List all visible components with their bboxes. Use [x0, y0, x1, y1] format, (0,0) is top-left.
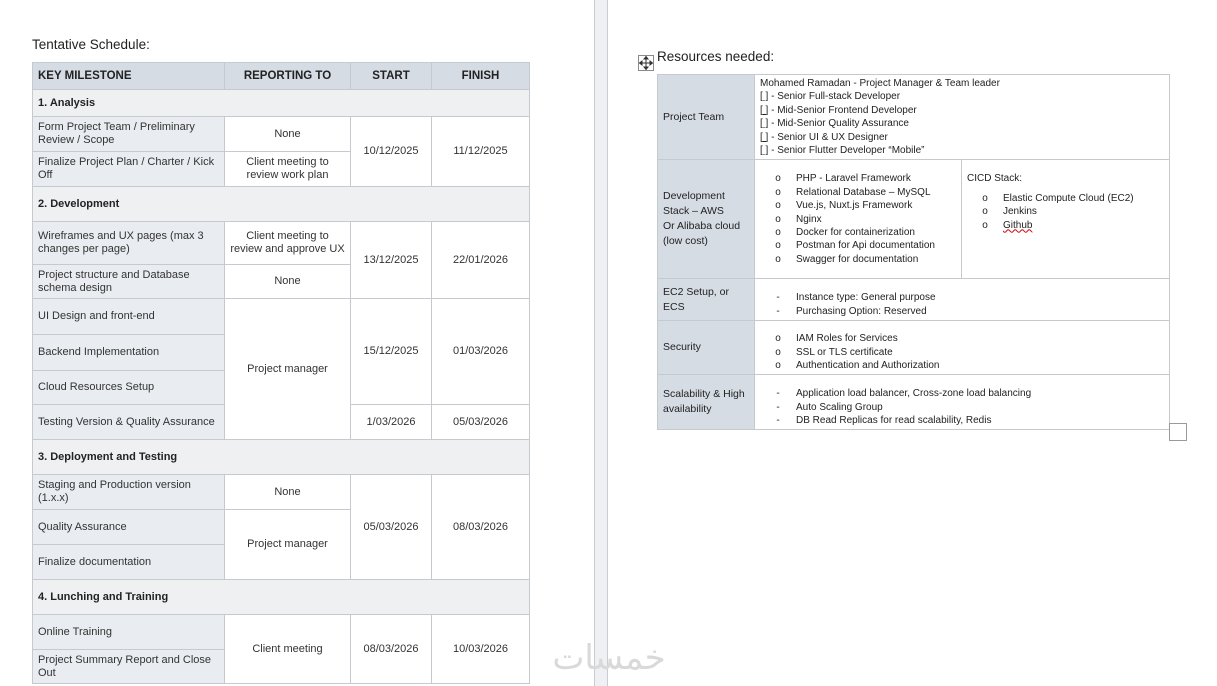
security-cell[interactable]	[755, 321, 1170, 375]
milestone-cell[interactable]: Quality Assurance	[33, 510, 225, 545]
list-item: o Authentication and Authorization	[775, 359, 940, 371]
resources-heading: Resources needed:	[657, 49, 775, 64]
reporting-cell[interactable]: None	[225, 475, 351, 510]
list-item: - Purchasing Option: Reserved	[776, 305, 927, 317]
milestone-cell[interactable]: Cloud Resources Setup	[33, 371, 225, 405]
row-label-scalability: Scalability & High availability	[658, 375, 755, 430]
list-item: o Nginx	[775, 213, 822, 225]
phase-row	[33, 187, 530, 222]
phase-deployment: 3. Deployment and Testing	[33, 440, 530, 475]
milestone-cell[interactable]: Backend Implementation	[33, 335, 225, 371]
header-finish: FINISH	[432, 63, 530, 90]
list-item: o SSL or TLS certificate	[775, 346, 893, 358]
table-row	[33, 615, 530, 650]
team-member: [ ] - Mid-Senior Frontend Developer	[760, 104, 917, 116]
schedule-header-row	[33, 63, 530, 90]
list-item: o Github	[982, 219, 1033, 231]
move-arrows-icon	[639, 56, 653, 70]
list-item: o IAM Roles for Services	[775, 333, 898, 345]
row-label-project-team: Project Team	[658, 75, 755, 160]
start-date-cell[interactable]: 05/03/2026	[351, 475, 432, 580]
list-item: o Jenkins	[982, 206, 1037, 218]
milestone-cell[interactable]: UI Design and front-end	[33, 299, 225, 335]
table-row	[33, 475, 530, 510]
milestone-cell[interactable]: Staging and Production version (1.x.x)	[33, 475, 225, 510]
table-row	[658, 75, 1170, 160]
reporting-cell[interactable]: Client meeting	[225, 615, 351, 684]
list-item: - Auto Scaling Group	[776, 401, 883, 413]
list-item: - Application load balancer, Cross-zone load balancing	[776, 388, 1032, 400]
header-start: START	[351, 63, 432, 90]
team-member: [ ] - Senior UI & UX Designer	[760, 131, 888, 143]
table-row	[658, 279, 1170, 321]
dev-stack-cell[interactable]	[755, 160, 962, 279]
watermark-logo: خمسات	[552, 638, 666, 678]
finish-date-cell[interactable]: 08/03/2026	[432, 475, 530, 580]
milestone-cell[interactable]: Finalize Project Plan / Charter / Kick Off	[33, 152, 225, 187]
placeholder-bracket[interactable]: [ ]	[760, 131, 769, 143]
placeholder-bracket[interactable]: [ ]	[760, 104, 769, 116]
milestone-cell[interactable]: Wireframes and UX pages (max 3 changes per page)	[33, 222, 225, 265]
list-item: o Relational Database – MySQL	[775, 186, 931, 198]
reporting-cell[interactable]: None	[225, 117, 351, 152]
milestone-cell[interactable]: Online Training	[33, 615, 225, 650]
reporting-cell[interactable]: Client meeting to review and approve UX	[225, 222, 351, 265]
phase-analysis: 1. Analysis	[33, 90, 530, 117]
header-key-milestone: KEY MILESTONE	[33, 63, 225, 90]
table-move-handle[interactable]	[638, 55, 654, 71]
finish-date-cell[interactable]: 01/03/2026	[432, 299, 530, 405]
table-row	[33, 117, 530, 152]
reporting-cell[interactable]: Project manager	[225, 510, 351, 580]
resources-table	[657, 74, 1170, 430]
header-reporting-to: REPORTING TO	[225, 63, 351, 90]
team-member: [ ] - Senior Flutter Developer “Mobile”	[760, 144, 925, 156]
scalability-cell[interactable]	[755, 375, 1170, 430]
list-item: o PHP - Laravel Framework	[775, 173, 911, 185]
start-date-cell[interactable]: 13/12/2025	[351, 222, 432, 299]
reporting-cell[interactable]: Client meeting to review work plan	[225, 152, 351, 187]
milestone-cell[interactable]: Finalize documentation	[33, 545, 225, 580]
finish-date-cell[interactable]: 22/01/2026	[432, 222, 530, 299]
cicd-stack-cell[interactable]	[962, 160, 1170, 279]
start-date-cell[interactable]: 10/12/2025	[351, 117, 432, 187]
list-item: o Elastic Compute Cloud (EC2)	[982, 192, 1134, 204]
page-gutter	[594, 0, 608, 686]
list-item: - DB Read Replicas for read scalability, Redis	[776, 415, 992, 427]
reporting-cell[interactable]: Project manager	[225, 299, 351, 440]
spelling-flagged-word[interactable]: Github	[1003, 219, 1033, 231]
table-row	[33, 299, 530, 335]
phase-row	[33, 90, 530, 117]
row-label-dev-stack: Development Stack – AWS Or Alibaba cloud (low cost)	[658, 160, 755, 279]
team-member: [ ] - Senior Full-stack Developer	[760, 91, 901, 103]
placeholder-bracket[interactable]: [ ]	[760, 118, 769, 130]
cicd-title: CICD Stack:	[967, 173, 1023, 185]
schedule-table	[32, 62, 530, 684]
phase-row	[33, 440, 530, 475]
project-team-cell[interactable]	[755, 75, 1170, 160]
phase-development: 2. Development	[33, 187, 530, 222]
ec2-cell[interactable]	[755, 279, 1170, 321]
team-member: [ ] - Mid-Senior Quality Assurance	[760, 118, 909, 130]
list-item: o Vue.js, Nuxt.js Framework	[775, 200, 913, 212]
milestone-cell[interactable]: Project structure and Database schema design	[33, 265, 225, 299]
placeholder-bracket[interactable]: [ ]	[760, 91, 769, 103]
list-item: - Instance type: General purpose	[776, 292, 936, 304]
list-item: o Docker for containerization	[775, 226, 915, 238]
table-row	[33, 222, 530, 265]
team-lead: Mohamed Ramadan - Project Manager & Team leader	[760, 78, 1000, 89]
row-label-security: Security	[658, 321, 755, 375]
phase-row	[33, 580, 530, 615]
reporting-cell[interactable]: None	[225, 265, 351, 299]
finish-date-cell[interactable]: 11/12/2025	[432, 117, 530, 187]
list-item: o Postman for Api documentation	[775, 240, 935, 252]
finish-date-cell[interactable]: 05/03/2026	[432, 405, 530, 440]
list-item: o Swagger for documentation	[775, 253, 919, 265]
start-date-cell[interactable]: 1/03/2026	[351, 405, 432, 440]
table-row	[658, 321, 1170, 375]
start-date-cell[interactable]: 08/03/2026	[351, 615, 432, 684]
start-date-cell[interactable]: 15/12/2025	[351, 299, 432, 405]
placeholder-bracket[interactable]: [ ]	[760, 144, 769, 156]
table-resize-handle[interactable]	[1169, 423, 1187, 441]
schedule-heading: Tentative Schedule:	[32, 37, 150, 52]
finish-date-cell[interactable]: 10/03/2026	[432, 615, 530, 684]
phase-lunching: 4. Lunching and Training	[33, 580, 530, 615]
milestone-cell[interactable]: Form Project Team / Preliminary Review / Scope	[33, 117, 225, 152]
milestone-cell[interactable]: Project Summary Report and Close Out	[33, 650, 225, 684]
table-row	[658, 375, 1170, 430]
table-row	[658, 160, 1170, 279]
milestone-cell[interactable]: Testing Version & Quality Assurance	[33, 405, 225, 440]
row-label-ec2: EC2 Setup, or ECS	[658, 279, 755, 321]
